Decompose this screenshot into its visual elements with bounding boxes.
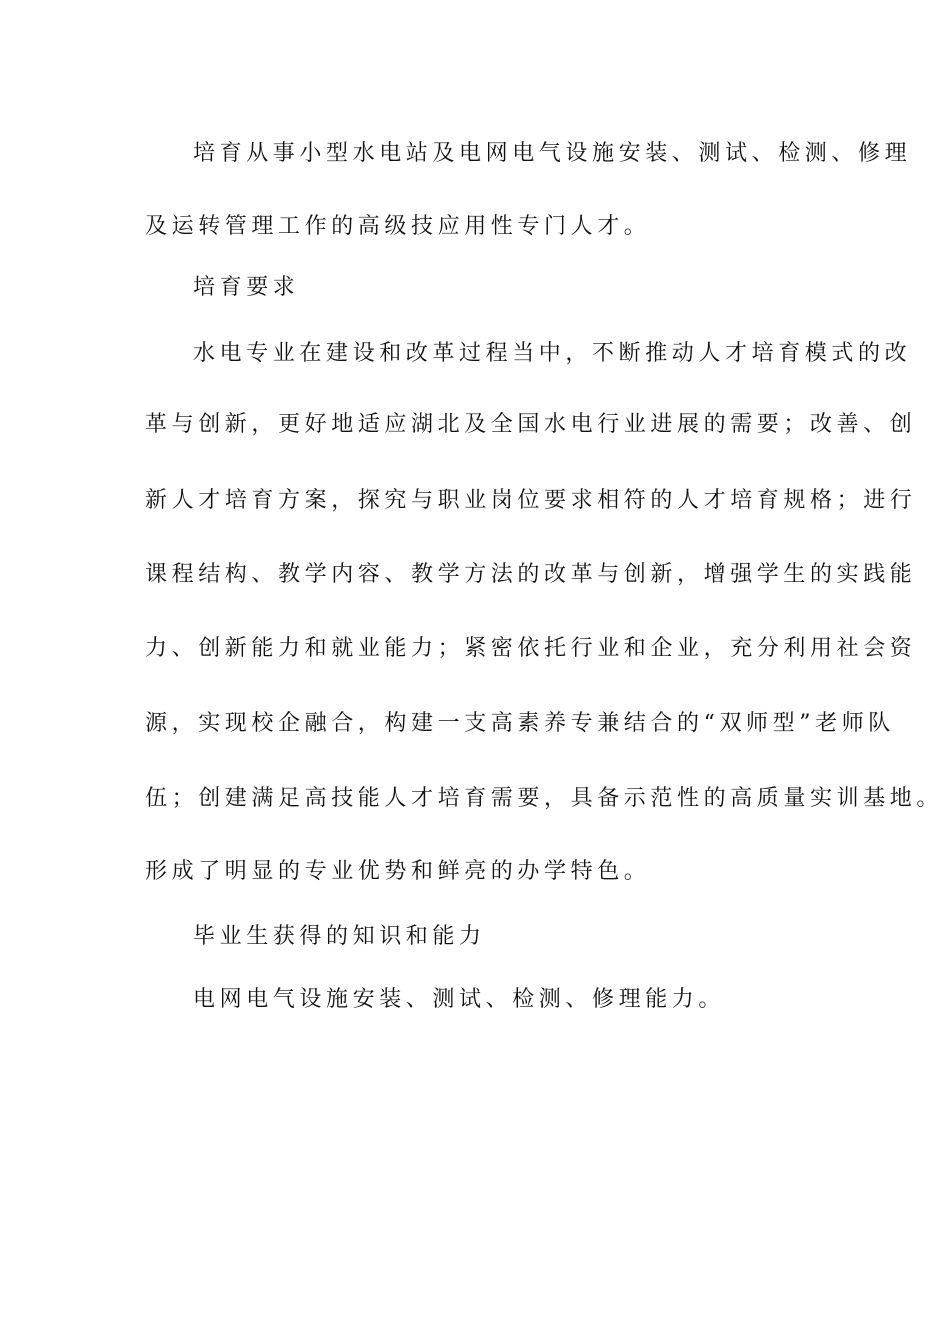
paragraph-2-line-7: 伍；创建满足高技能人才培育需要，具备示范性的高质量实训基地。 — [145, 786, 944, 811]
paragraph-2-line-8: 形成了明显的专业优势和鲜亮的办学特色。 — [145, 859, 651, 884]
paragraph-2-line-4: 课程结构、教学内容、教学方法的改革与创新，增强学生的实践能 — [145, 562, 917, 587]
paragraph-3-line-1: 电网电气设施安装、测试、检测、修理能力。 — [193, 987, 726, 1012]
paragraph-1-line-2: 及运转管理工作的高级技应用性专门人才。 — [145, 214, 651, 239]
paragraph-2-line-3: 新人才培育方案，探究与职业岗位要求相符的人才培育规格；进行 — [145, 488, 917, 513]
paragraph-2-line-5: 力、创新能力和就业能力；紧密依托行业和企业，充分利用社会资 — [145, 636, 917, 661]
paragraph-1-line-1: 培育从事小型水电站及电网电气设施安装、测试、检测、修理 — [193, 141, 912, 166]
heading-training-requirements: 培育要求 — [193, 275, 300, 300]
paragraph-2-line-1: 水电专业在建设和改革过程当中，不断推动人才培育模式的改 — [193, 341, 912, 366]
paragraph-2-line-6: 源，实现校企融合，构建一支高素养专兼结合的“双师型”老师队 — [145, 711, 895, 736]
paragraph-2-line-2: 革与创新，更好地适应湖北及全国水电行业进展的需要；改善、创 — [145, 412, 917, 437]
heading-graduate-knowledge-abilities: 毕业生获得的知识和能力 — [193, 924, 486, 949]
